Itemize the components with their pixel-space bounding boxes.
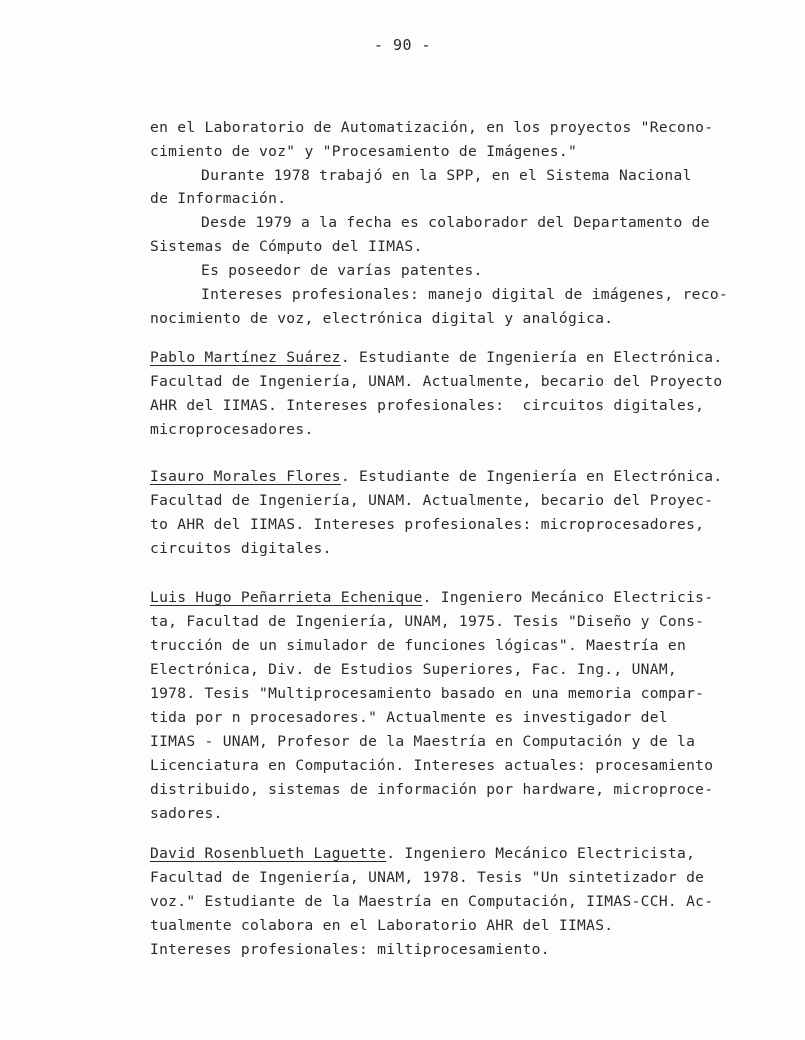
page-number: - 90 - <box>373 36 432 54</box>
intro-line: cimiento de voz" y "Procesamiento de Imágenes." <box>150 143 578 160</box>
bio-line: Facultad de Ingeniería, UNAM. Actualmente, becario del Proyec- <box>150 492 714 509</box>
bio-first-line <box>150 347 722 369</box>
bio-first-line <box>150 587 713 609</box>
bio-line: sadores. <box>150 805 223 822</box>
intro-line: Intereses profesionales: manejo digital de imágenes, reco- <box>201 286 728 303</box>
bio-line: Electrónica, Div. de Estudios Superiores, Fac. Ing., UNAM, <box>150 661 677 678</box>
bio-line: circuitos digitales. <box>150 540 332 557</box>
bio-line: ta, Facultad de Ingeniería, UNAM, 1975. Tesis "Diseño y Cons- <box>150 613 705 630</box>
bio-text: . Ingeniero Mecánico Electricista, <box>386 845 696 862</box>
bio-first-line <box>150 466 722 488</box>
bio-name: Pablo Martínez Suárez <box>150 349 341 366</box>
bio-line: microprocesadores. <box>150 421 314 438</box>
intro-line: en el Laboratorio de Automatización, en los proyectos "Recono- <box>150 119 714 136</box>
intro-line: nocimiento de voz, electrónica digital y analógica. <box>150 310 614 327</box>
intro-line: Es poseedor de varías patentes. <box>201 262 483 279</box>
bio-line: distribuido, sistemas de información por hardware, microproce- <box>150 781 714 798</box>
intro-line: de Información. <box>150 190 287 207</box>
bio-line: 1978. Tesis "Multiprocesamiento basado en una memoria compar- <box>150 685 705 702</box>
bio-text: . Estudiante de Ingeniería en Electrónica. <box>340 349 723 366</box>
bio-line: voz." Estudiante de la Maestría en Computación, IIMAS-CCH. Ac- <box>150 893 714 910</box>
bio-line: Facultad de Ingeniería, UNAM. Actualmente, becario del Proyecto <box>150 373 723 390</box>
bio-line: IIMAS - UNAM, Profesor de la Maestría en Computación y de la <box>150 733 696 750</box>
bio-first-line <box>150 843 695 865</box>
bio-text: . Estudiante de Ingeniería en Electrónica. <box>340 468 723 485</box>
intro-line: Sistemas de Cómputo del IIMAS. <box>150 238 423 255</box>
bio-line: tida por n procesadores." Actualmente es investigador del <box>150 709 668 726</box>
bio-name: Isauro Morales Flores <box>150 468 341 485</box>
bio-name: Luis Hugo Peñarrieta Echenique <box>150 589 423 606</box>
bio-line: AHR del IIMAS. Intereses profesionales: circuitos digitales, <box>150 397 705 414</box>
bio-line: Intereses profesionales: miltiprocesamiento. <box>150 941 550 958</box>
bio-line: Licenciatura en Computación. Intereses actuales: procesamiento <box>150 757 714 774</box>
intro-line: Durante 1978 trabajó en la SPP, en el Sistema Nacional <box>201 167 692 184</box>
bio-name: David Rosenblueth Laguette <box>150 845 387 862</box>
bio-text: . Ingeniero Mecánico Electricis- <box>422 589 714 606</box>
bio-line: Facultad de Ingeniería, UNAM, 1978. Tesis "Un sintetizador de <box>150 869 705 886</box>
intro-line: Desde 1979 a la fecha es colaborador del Departamento de <box>201 214 710 231</box>
bio-line: tualmente colabora en el Laboratorio AHR del IIMAS. <box>150 917 614 934</box>
bio-line: to AHR del IIMAS. Intereses profesionales: microprocesadores, <box>150 516 705 533</box>
bio-line: trucción de un simulador de funciones lógicas". Maestría en <box>150 637 687 654</box>
